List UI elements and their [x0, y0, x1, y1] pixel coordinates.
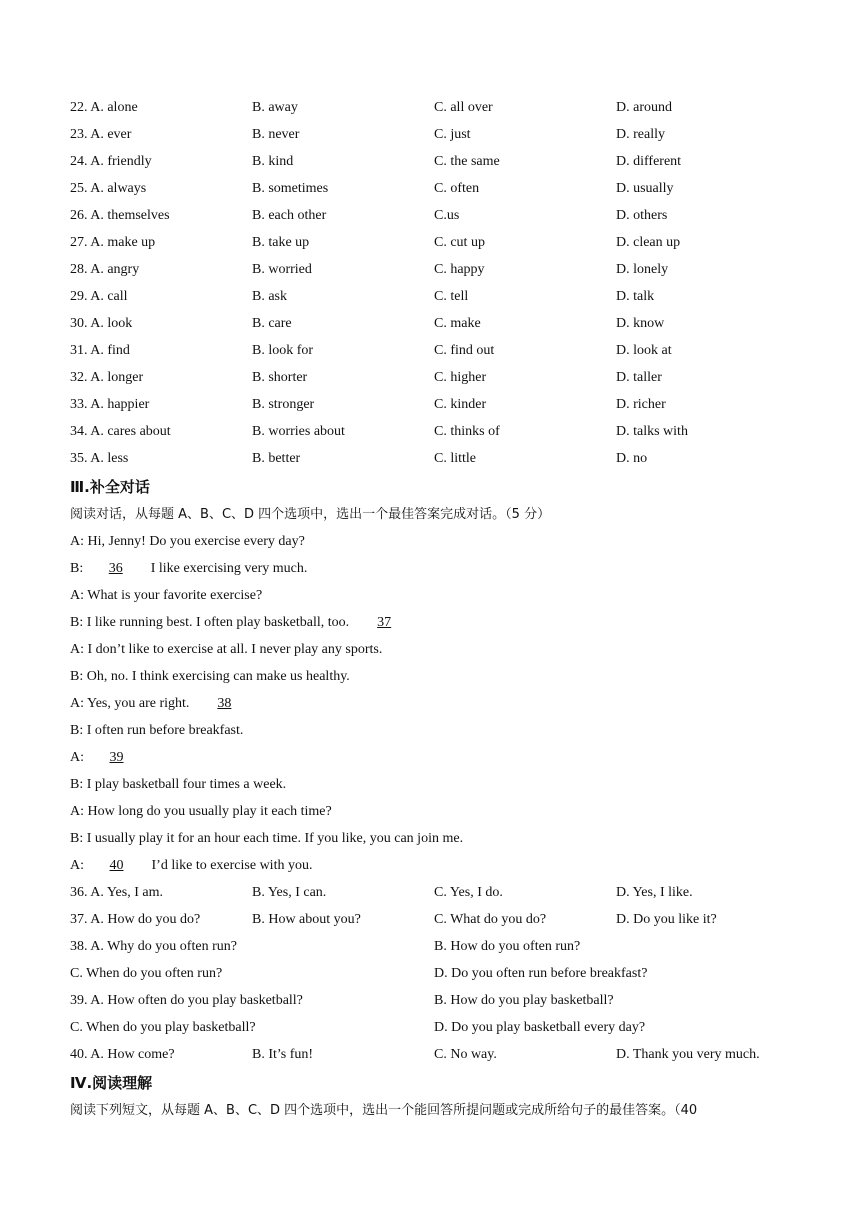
cloze-question-row [70, 394, 810, 421]
dialogue-line [70, 855, 810, 882]
section-instruction-dialogue: 阅读对话，从每题 A、B、C、D 四个选项中，选出一个最佳答案完成对话。（5 分） [70, 507, 551, 522]
option-36d[interactable]: D. Yes, I like. [616, 885, 693, 900]
dialogue-line [70, 666, 810, 693]
dialogue-line [70, 828, 810, 855]
cloze-option[interactable]: 26. A. themselves [70, 208, 170, 223]
cloze-option[interactable]: 22. A. alone [70, 100, 138, 115]
cloze-option[interactable]: D. taller [616, 370, 662, 385]
dialogue-line [70, 639, 810, 666]
cloze-option[interactable]: B. sometimes [252, 181, 329, 196]
cloze-option[interactable]: B. ask [252, 289, 287, 304]
dialogue-text: A: How long do you usually play it each time? [70, 804, 332, 819]
option-37a[interactable]: 37. A. How do you do? [70, 912, 201, 927]
option-37c[interactable]: C. What do you do? [434, 912, 547, 927]
cloze-option[interactable]: B. worried [252, 262, 312, 277]
cloze-option[interactable]: D. look at [616, 343, 672, 358]
option-39d[interactable]: D. Do you play basketball every day? [434, 1020, 646, 1035]
cloze-option[interactable]: C. all over [434, 100, 493, 115]
option-36c[interactable]: C. Yes, I do. [434, 885, 503, 900]
dialogue-line [70, 585, 810, 612]
section-instruction-reading: 阅读下列短文，从每题 A、B、C、D 四个选项中，选出一个能回答所提问题或完成所给句子的最佳答案。（40 [70, 1103, 698, 1118]
dialogue-text: A: I don’t like to exercise at all. I never play any sports. [70, 642, 383, 657]
cloze-option[interactable]: B. away [252, 100, 298, 115]
cloze-option[interactable]: B. take up [252, 235, 310, 250]
dialogue-line [70, 531, 810, 558]
cloze-option[interactable]: D. clean up [616, 235, 681, 250]
option-38d[interactable]: D. Do you often run before breakfast? [434, 966, 648, 981]
option-39c[interactable]: C. When do you play basketball? [70, 1020, 256, 1035]
cloze-option[interactable]: D. richer [616, 397, 666, 412]
cloze-option[interactable]: D. around [616, 100, 672, 115]
cloze-option[interactable]: B. worries about [252, 424, 345, 439]
question-39-line1 [70, 990, 810, 1017]
cloze-option[interactable]: 35. A. less [70, 451, 129, 466]
option-38b[interactable]: B. How do you often run? [434, 939, 581, 954]
cloze-question-row [70, 232, 810, 259]
cloze-option[interactable]: C. little [434, 451, 476, 466]
option-38a[interactable]: 38. A. Why do you often run? [70, 939, 237, 954]
dialogue-text: I’d like to exercise with you. [151, 858, 313, 873]
dialogue-text: B: [70, 561, 87, 576]
cloze-option[interactable]: C.us [434, 208, 460, 223]
dialogue-line [70, 693, 810, 720]
option-36b[interactable]: B. Yes, I can. [252, 885, 327, 900]
dialogue-text: A: [70, 750, 88, 765]
answer-blank[interactable]: 36 [108, 561, 123, 576]
cloze-question-row [70, 286, 810, 313]
cloze-option[interactable]: B. stronger [252, 397, 315, 412]
cloze-question-row [70, 259, 810, 286]
question-37 [70, 909, 810, 936]
dialogue-text: B: I play basketball four times a week. [70, 777, 287, 792]
dialogue [70, 531, 810, 882]
cloze-option[interactable]: 30. A. look [70, 316, 133, 331]
cloze-option[interactable]: 28. A. angry [70, 262, 140, 277]
cloze-option[interactable]: B. better [252, 451, 301, 466]
dialogue-line [70, 558, 810, 585]
dialogue-text: B: I like running best. I often play basketball, too. [70, 615, 350, 630]
dialogue-text: A: Yes, you are right. [70, 696, 190, 711]
cloze-question-row [70, 151, 810, 178]
cloze-option[interactable]: D. lonely [616, 262, 669, 277]
cloze-question-row [70, 313, 810, 340]
cloze-option[interactable]: 31. A. find [70, 343, 130, 358]
cloze-option[interactable]: C. find out [434, 343, 495, 358]
cloze-option[interactable]: C. just [434, 127, 471, 142]
question-39-line2 [70, 1017, 810, 1044]
dialogue-text: A: Hi, Jenny! Do you exercise every day? [70, 534, 305, 549]
cloze-question-row [70, 124, 810, 151]
cloze-option[interactable]: D. different [616, 154, 682, 169]
dialogue-line [70, 774, 810, 801]
option-36a[interactable]: 36. A. Yes, I am. [70, 885, 163, 900]
question-38-line1 [70, 936, 810, 963]
cloze-option[interactable]: D. talk [616, 289, 655, 304]
cloze-option[interactable]: 24. A. friendly [70, 154, 152, 169]
cloze-option[interactable]: 33. A. happier [70, 397, 150, 412]
cloze-question-row [70, 340, 810, 367]
dialogue-text: B: I often run before breakfast. [70, 723, 244, 738]
dialogue-text: I like exercising very much. [150, 561, 308, 576]
dialogue-line [70, 612, 810, 639]
option-37b[interactable]: B. How about you? [252, 912, 361, 927]
cloze-option[interactable]: C. thinks of [434, 424, 500, 439]
option-39a[interactable]: 39. A. How often do you play basketball? [70, 993, 303, 1008]
cloze-option[interactable]: B. kind [252, 154, 294, 169]
cloze-option[interactable]: C. the same [434, 154, 500, 169]
answer-blank[interactable]: 38 [217, 696, 232, 711]
cloze-option[interactable]: D. no [616, 451, 648, 466]
cloze-option[interactable]: D. know [616, 316, 665, 331]
cloze-question-row [70, 205, 810, 232]
cloze-option[interactable]: 25. A. always [70, 181, 147, 196]
cloze-option[interactable]: C. tell [434, 289, 469, 304]
dialogue-text: B: Oh, no. I think exercising can make us healthy. [70, 669, 350, 684]
cloze-option[interactable]: D. really [616, 127, 665, 142]
cloze-question-row [70, 178, 810, 205]
cloze-option[interactable]: B. never [252, 127, 300, 142]
answer-blank[interactable]: 39 [109, 750, 124, 765]
answer-blank[interactable]: 37 [377, 615, 392, 630]
cloze-option[interactable]: D. usually [616, 181, 674, 196]
option-39b[interactable]: B. How do you play basketball? [434, 993, 614, 1008]
cloze-question-row [70, 448, 810, 475]
cloze-option[interactable]: D. others [616, 208, 668, 223]
cloze-option[interactable]: 34. A. cares about [70, 424, 171, 439]
cloze-option[interactable]: B. care [252, 316, 292, 331]
section-title-dialogue: Ⅲ.补全对话 [70, 478, 150, 496]
cloze-question-row [70, 421, 810, 448]
cloze-option[interactable]: B. each other [252, 208, 327, 223]
dialogue-text: B: I usually play it for an hour each time. If you like, you can join me. [70, 831, 464, 846]
cloze-option[interactable]: B. shorter [252, 370, 308, 385]
cloze-option[interactable]: C. cut up [434, 235, 485, 250]
answer-blank[interactable]: 40 [109, 858, 124, 873]
section-title-reading: Ⅳ.阅读理解 [70, 1074, 153, 1092]
option-38c[interactable]: C. When do you often run? [70, 966, 223, 981]
option-40b[interactable]: B. It’s fun! [252, 1047, 314, 1062]
cloze-question-row [70, 367, 810, 394]
page-content [70, 97, 810, 1127]
cloze-option[interactable]: B. look for [252, 343, 314, 358]
option-40c[interactable]: C. No way. [434, 1047, 497, 1062]
cloze-options [70, 97, 810, 475]
dialogue-line [70, 720, 810, 747]
cloze-option[interactable]: 29. A. call [70, 289, 128, 304]
cloze-option[interactable]: C. kinder [434, 397, 487, 412]
cloze-option[interactable]: 32. A. longer [70, 370, 144, 385]
option-40d[interactable]: D. Thank you very much. [616, 1047, 760, 1062]
question-36 [70, 882, 810, 909]
cloze-option[interactable]: C. often [434, 181, 480, 196]
cloze-question-row [70, 97, 810, 124]
cloze-option[interactable]: C. make [434, 316, 481, 331]
dialogue-text: A: What is your favorite exercise? [70, 588, 263, 603]
cloze-option[interactable]: C. higher [434, 370, 487, 385]
option-37d[interactable]: D. Do you like it? [616, 912, 717, 927]
question-40 [70, 1044, 810, 1071]
cloze-option[interactable]: 27. A. make up [70, 235, 156, 250]
cloze-option[interactable]: C. happy [434, 262, 485, 277]
dialogue-text: A: [70, 858, 88, 873]
dialogue-line [70, 801, 810, 828]
question-38-line2 [70, 963, 810, 990]
option-40a[interactable]: 40. A. How come? [70, 1047, 175, 1062]
cloze-option[interactable]: D. talks with [616, 424, 688, 439]
cloze-option[interactable]: 23. A. ever [70, 127, 132, 142]
dialogue-line [70, 747, 810, 774]
